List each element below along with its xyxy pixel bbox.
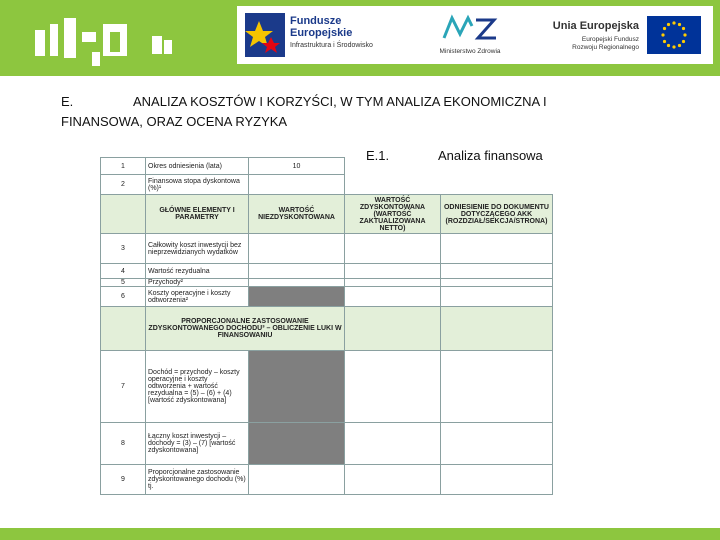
row-label: Przychody²: [146, 279, 249, 287]
ue-logo: [531, 6, 707, 64]
row-label: Całkowity koszt inwestycji bez nieprzewidzianych wydatków: [146, 234, 249, 264]
section-blank: [345, 307, 441, 351]
ue-sub1: Europejski Fundusz: [581, 36, 639, 43]
table-row: [101, 351, 553, 423]
cell: [249, 279, 345, 287]
ue-sub: [572, 36, 639, 52]
grey-cell: [249, 423, 345, 465]
row-label: Okres odniesienia (lata): [146, 158, 249, 175]
fe-line1: Fundusze: [290, 15, 342, 27]
row-number: 7: [101, 351, 146, 423]
subsection-label: Analiza finansowa: [438, 148, 543, 163]
row-label: Dochód = przychody – koszty operacyjne i koszty odtworzenia + wartość rezydualna = (5) – (6) + (4) [wartość zdyskontowana]: [146, 351, 249, 423]
row-value: [249, 175, 345, 195]
mz-sub: Ministerstwo Zdrowia: [439, 48, 501, 55]
deco-block: [152, 36, 162, 54]
row-number: 1: [101, 158, 146, 175]
subsection-number: E.1.: [366, 148, 390, 163]
cell: [441, 264, 553, 279]
deco-block: [82, 32, 96, 42]
deco-block: [64, 18, 76, 58]
fe-sub: Infrastruktura i Środowisko: [290, 42, 373, 49]
footer-band: [0, 528, 720, 540]
header-cell: WARTOŚĆ ZDYSKONTOWANA (WARTOŚĆ ZAKTUALIZOWANA NETTO): [345, 195, 441, 234]
row-value: 10: [249, 158, 345, 175]
cell: [345, 465, 441, 495]
deco-block: [110, 32, 120, 52]
header-cell: WARTOŚĆ NIEZDYSKONTOWANA: [249, 195, 345, 234]
row-number: 5: [101, 279, 146, 287]
grey-cell: [249, 351, 345, 423]
cell: [441, 287, 553, 307]
cell: [441, 465, 553, 495]
ministry-logo: [429, 6, 511, 64]
cell: [345, 287, 441, 307]
header-cell: ODNIESIENIE DO DOKUMENTU DOTYCZĄCEGO AKK (ROZDZIAŁ/SEKCJA/STRONA): [441, 195, 553, 234]
row-number: 2: [101, 175, 146, 195]
row-label: Łączny koszt inwestycji – dochody = (3) – (7) [wartość zdyskontowana]: [146, 423, 249, 465]
cell: [249, 234, 345, 264]
section-blank: [101, 307, 146, 351]
fe-line2: Europejskie: [290, 27, 353, 39]
section-blank: [441, 307, 553, 351]
header-cell: GŁÓWNE ELEMENTY I PARAMETRY: [146, 195, 249, 234]
header-blank: [101, 195, 146, 234]
row-label: Proporcjonalne zastosowanie zdyskontowanego dochodu (%) tj.: [146, 465, 249, 495]
row-label: Finansowa stopa dyskontowa (%)¹: [146, 175, 249, 195]
table-section-row: [101, 307, 553, 351]
row-number: 8: [101, 423, 146, 465]
cell: [441, 423, 553, 465]
deco-block: [164, 40, 172, 54]
heading-line1: ANALIZA KOSZTÓW I KORZYŚCI, W TYM ANALIZA EKONOMICZNA I: [133, 94, 547, 109]
cell: [249, 465, 345, 495]
table-row: [101, 423, 553, 465]
cell: [345, 264, 441, 279]
cell: [345, 351, 441, 423]
logo-strip: [237, 6, 713, 64]
row-number: 6: [101, 287, 146, 307]
cell: [249, 264, 345, 279]
table-header-row: [101, 195, 553, 234]
empty-cell: [345, 175, 441, 195]
table-row: [101, 287, 553, 307]
section-heading: [61, 92, 661, 132]
empty-cell: [441, 158, 553, 175]
cell: [441, 234, 553, 264]
row-number: 4: [101, 264, 146, 279]
ue-title: Unia Europejska: [552, 20, 639, 32]
financial-analysis-table: [100, 157, 553, 495]
table-row: [101, 279, 553, 287]
empty-cell: [441, 175, 553, 195]
ue-sub2: Rozwoju Regionalnego: [572, 44, 639, 51]
fundusze-europejskie-logo: [243, 6, 413, 64]
heading-prefix: E.: [61, 94, 74, 109]
mz-mark-icon: [440, 12, 500, 42]
cell: [345, 423, 441, 465]
cell: [345, 279, 441, 287]
table-row: [101, 264, 553, 279]
deco-block: [50, 24, 58, 56]
deco-block: [35, 30, 45, 56]
row-label: Koszty operacyjne i koszty odtworzenia²: [146, 287, 249, 307]
table-row: [101, 465, 553, 495]
cell: [345, 234, 441, 264]
row-number: 9: [101, 465, 146, 495]
grey-cell: [249, 287, 345, 307]
heading-line2: FINANSOWA, ORAZ OCENA RYZYKA: [61, 114, 288, 129]
empty-cell: [345, 158, 441, 175]
cell: [441, 279, 553, 287]
section-label: PROPORCJONALNE ZASTOSOWANIE ZDYSKONTOWANEGO DOCHODU³ – OBLICZENIE LUKI W FINANSOWANIU: [146, 307, 345, 351]
table-row: [101, 158, 553, 175]
deco-block: [92, 52, 100, 66]
row-number: 3: [101, 234, 146, 264]
fe-star-icon: [245, 13, 285, 57]
row-label: Wartość rezydualna: [146, 264, 249, 279]
table-row: [101, 175, 553, 195]
eu-flag-icon: [647, 16, 701, 54]
header-band: [0, 0, 720, 76]
table-row: [101, 234, 553, 264]
cell: [441, 351, 553, 423]
